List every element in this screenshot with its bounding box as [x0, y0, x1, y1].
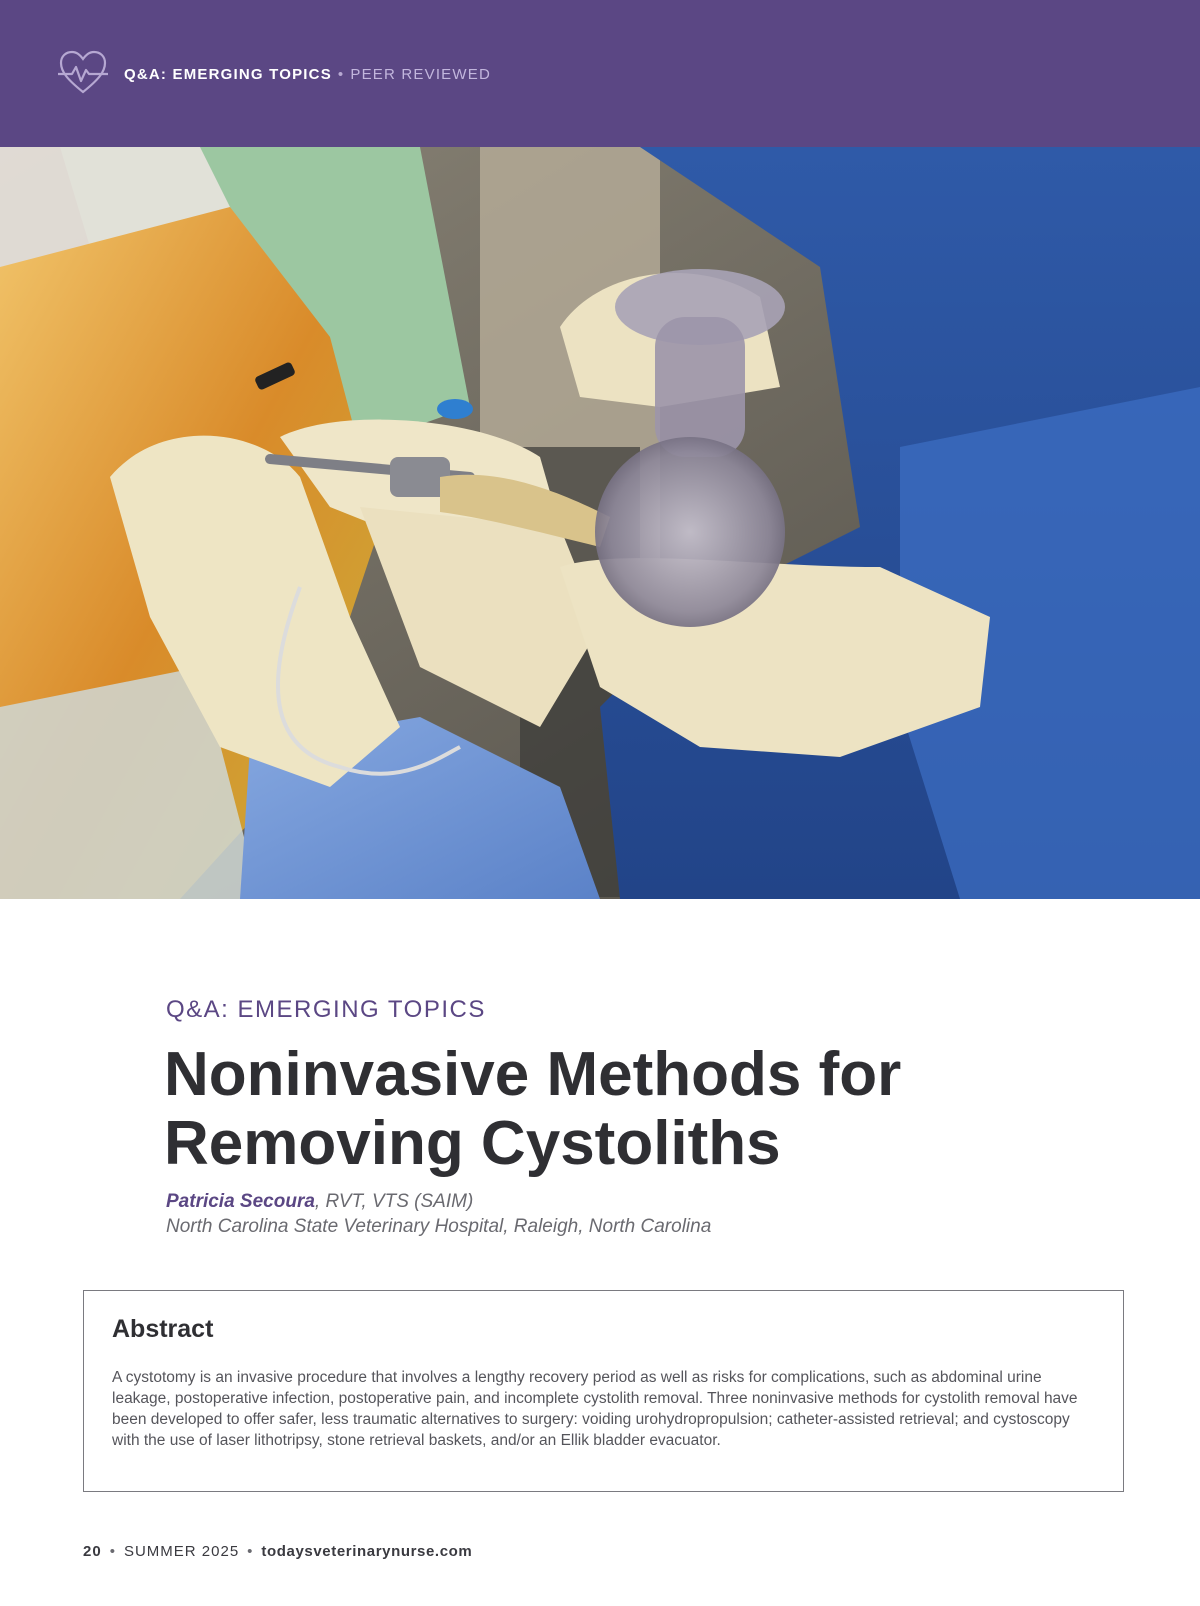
footer-separator: •: [247, 1543, 254, 1560]
page-number: 20: [83, 1543, 102, 1560]
article-kicker: Q&A: EMERGING TOPICS: [166, 996, 486, 1023]
header-section-label: [124, 66, 491, 83]
header-section: Q&A: EMERGING TOPICS: [124, 66, 332, 83]
peer-reviewed-label: PEER REVIEWED: [350, 66, 491, 83]
abstract-body: A cystotomy is an invasive procedure that involves a lengthy recovery period as well as risks for complications, such as abdominal urine leakage, postoperative infection, postoperative pain, and incomplete cystolith removal. Three noninvasive methods for cystolith removal have been developed to offer safer, less traumatic alternatives to surgery: voiding urohydropropulsion; catheter-assisted retrieval; and cystoscopy with the use of laser lithotripsy, stone retrieval baskets, and/or an Ellik bladder evacuator.: [112, 1369, 1078, 1449]
author-name: Patricia Secoura: [166, 1191, 315, 1212]
hero-photo: [0, 147, 1200, 899]
abstract-heading: Abstract: [112, 1315, 214, 1343]
abstract-box: [83, 1290, 1124, 1492]
article-title: Noninvasive Methods for Removing Cystoliths: [164, 1040, 902, 1178]
byline: [166, 1189, 711, 1239]
header-band: [0, 0, 1200, 147]
author-affiliation: North Carolina State Veterinary Hospital, Raleigh, North Carolina: [166, 1216, 712, 1237]
heart-pulse-icon: [58, 50, 108, 96]
surgical-photo: [0, 147, 1200, 899]
header-separator: •: [337, 66, 345, 83]
author-line: [166, 1189, 711, 1214]
footer-separator: •: [109, 1543, 116, 1560]
author-credentials: , RVT, VTS (SAIM): [314, 1191, 474, 1212]
website-link[interactable]: todaysveterinarynurse.com: [261, 1543, 473, 1560]
page-footer: [83, 1543, 472, 1560]
issue-label: SUMMER 2025: [123, 1543, 240, 1560]
